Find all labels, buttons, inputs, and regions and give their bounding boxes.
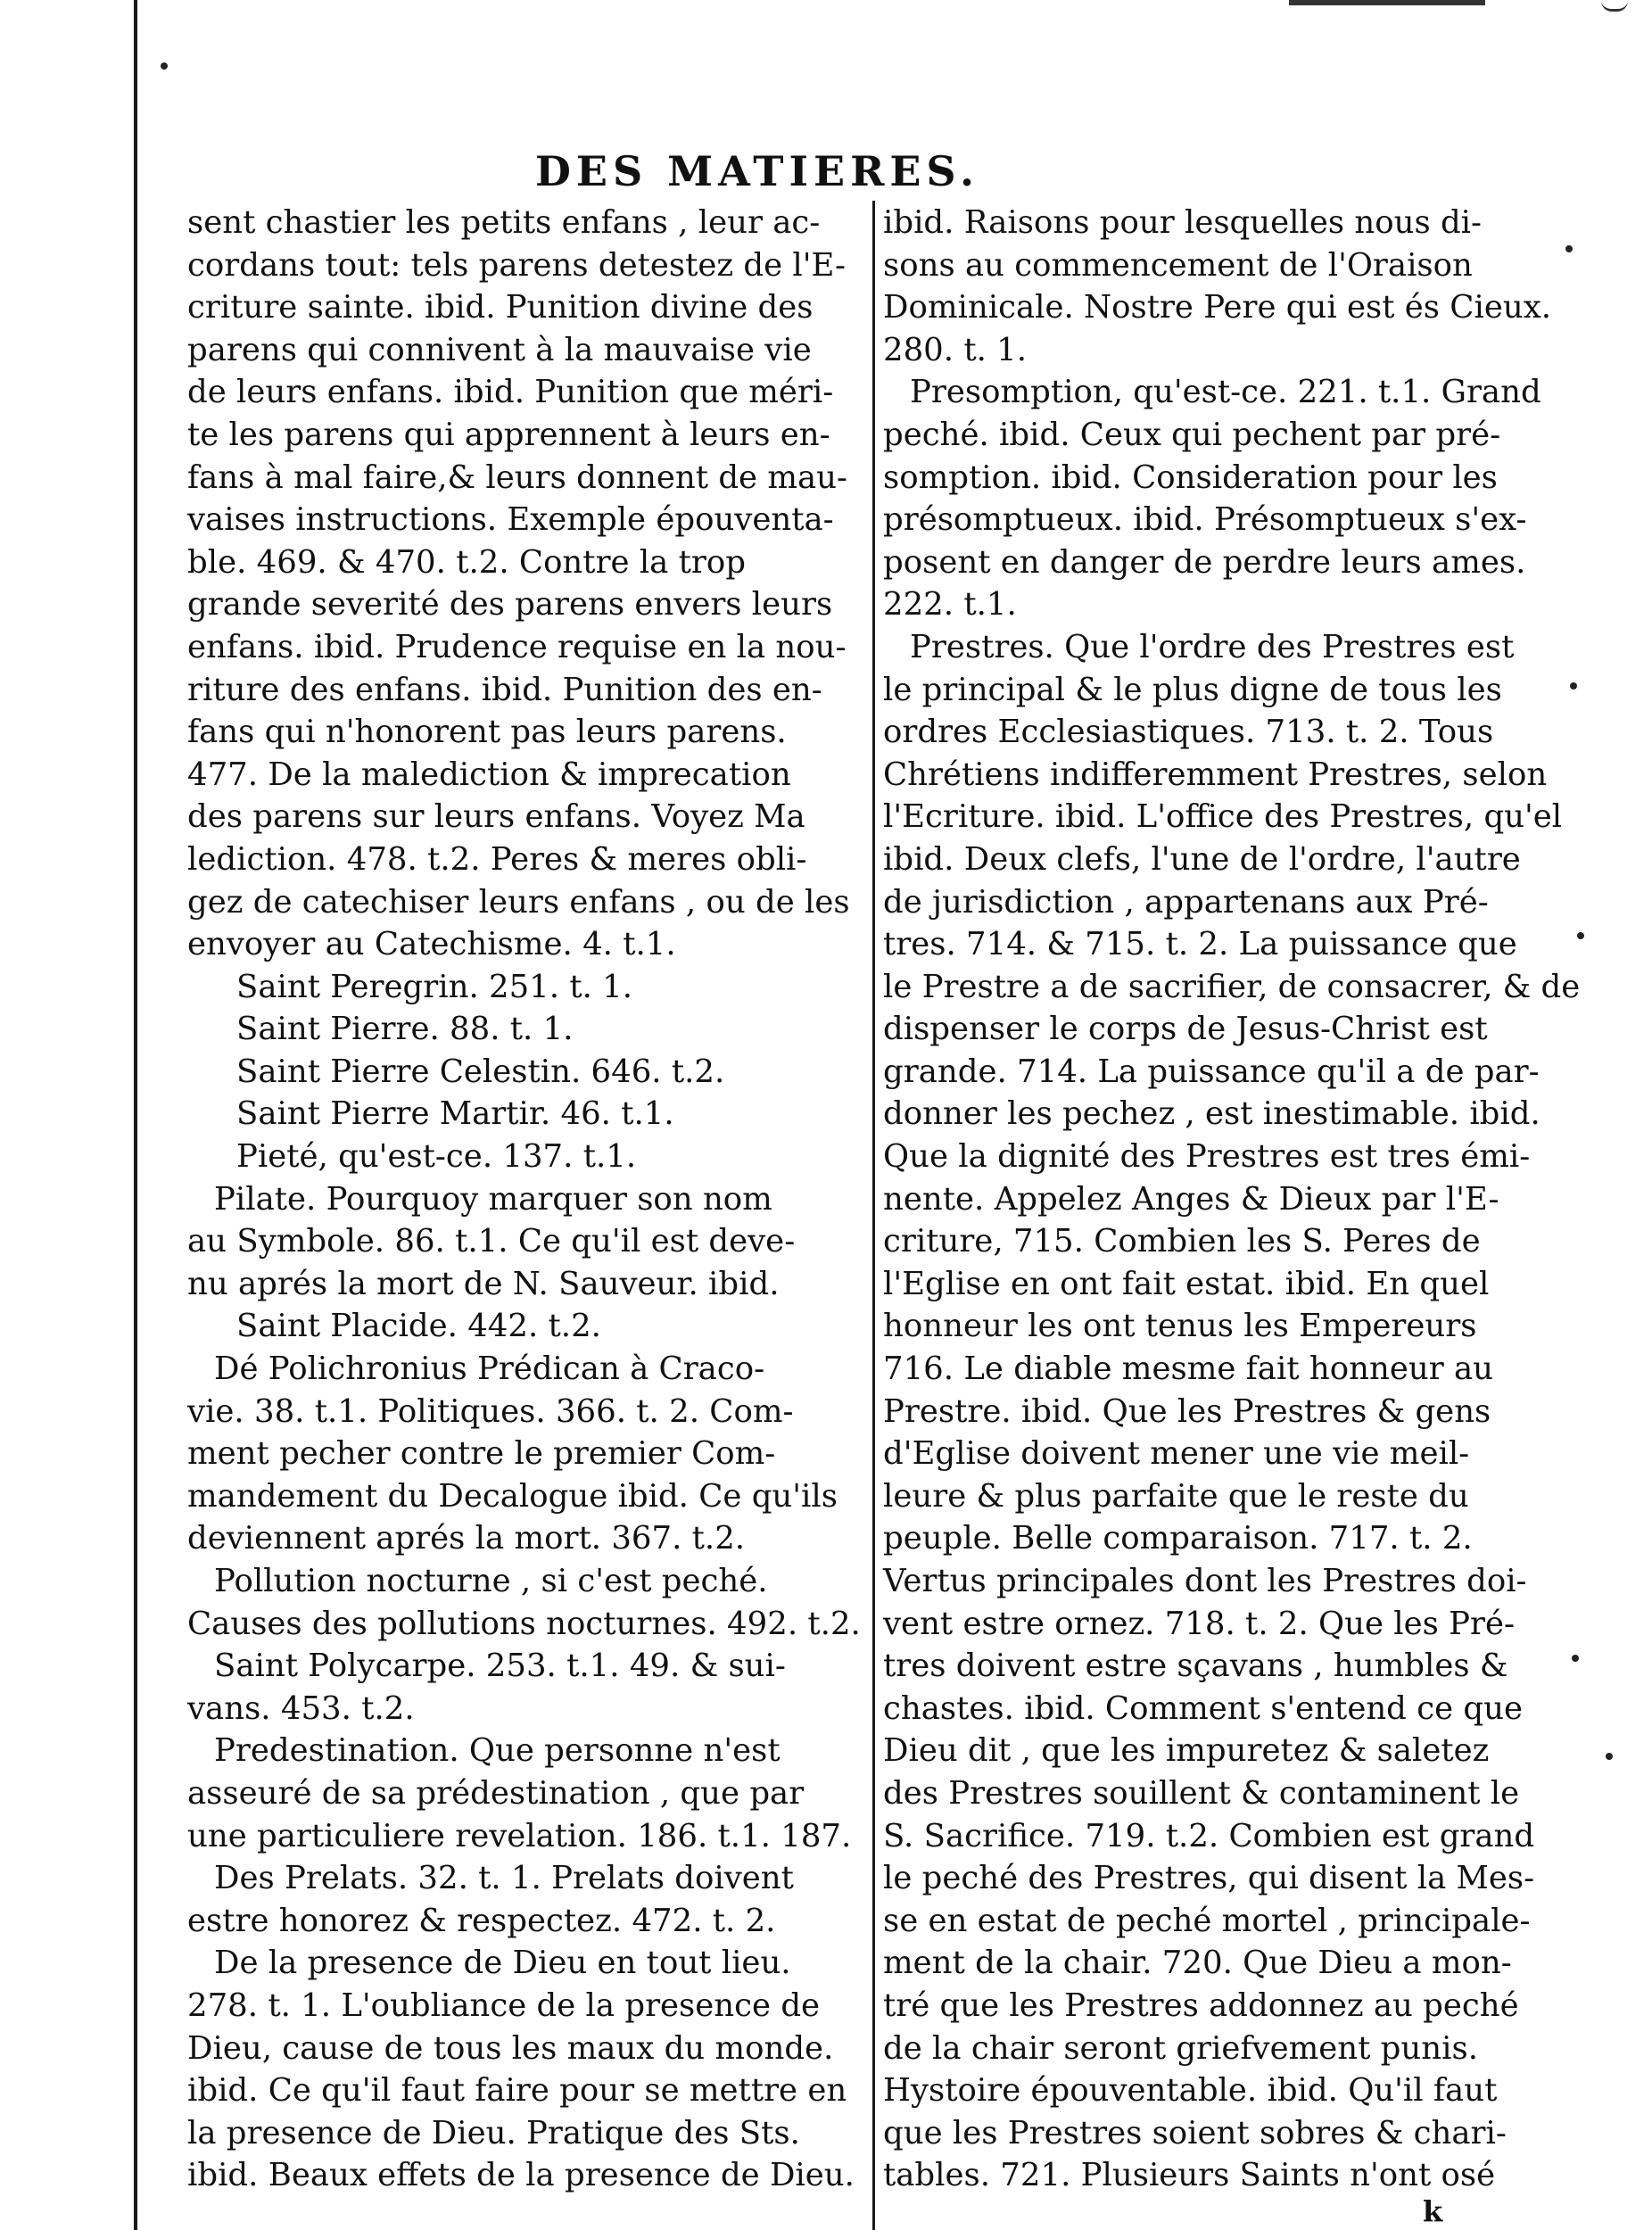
index-line: nu aprés la mort de N. Sauveur. ibid. [187,1265,780,1302]
index-line: des parens sur leurs enfans. Voyez Ma [187,798,805,836]
ink-speck [1572,1655,1579,1662]
index-line: peché. ibid. Ceux qui pechent par pré- [883,416,1501,453]
index-line: des Prestres souillent & contaminent le [883,1774,1520,1812]
index-line: cordans tout: tels parens detestez de l'E- [187,246,847,284]
index-line: vent estre ornez. 718. t. 2. Que les Pré- [883,1605,1516,1642]
index-line: se en estat de peché mortel , principale- [883,1902,1531,1939]
signature-mark: k [1423,2194,1443,2228]
index-line: 222. t.1. [883,586,1017,624]
index-entry-saint-polycarpe: Saint Polycarpe. 253. t.1. 49. & sui- [214,1648,786,1685]
index-entry-presomption: Presomption, qu'est-ce. 221. t.1. Grand [910,374,1541,411]
index-line: somption. ibid. Consideration pour les [883,458,1498,496]
index-entry-predestination: Predestination. Que personne n'est [214,1732,781,1770]
index-entry-pilate: Pilate. Pourquoy marquer son nom [214,1180,772,1218]
index-line: que les Prestres soient sobres & chari- [883,2114,1507,2152]
index-line: de leurs enfans. ibid. Punition que méri- [187,374,834,411]
index-line: l'Ecriture. ibid. L'office des Prestres, qu'el [883,798,1563,836]
index-entry-prestres: Prestres. Que l'ordre des Prestres est [910,628,1515,665]
index-line: 716. Le diable mesme fait honneur au [883,1350,1493,1388]
ink-speck [1577,932,1584,939]
index-line: Que la dignité des Prestres est tres émi- [883,1138,1531,1176]
index-line: S. Sacrifice. 719. t.2. Combien est grand [883,1817,1535,1854]
ink-speck [161,62,168,70]
index-entry-saint-pierre: Saint Pierre. 88. t. 1. [236,1011,574,1048]
column-divider [872,201,875,2230]
left-column [187,202,861,2200]
index-line: sent chastier les petits enfans , leur ac- [187,204,821,241]
index-line: tables. 721. Plusieurs Saints n'ont osé [883,2157,1496,2194]
index-line: grande severité des parens envers leurs [187,586,833,624]
index-line: te les parens qui apprennent à leurs en- [187,416,830,453]
index-line: grande. 714. La puissance qu'il a de par- [883,1053,1540,1090]
index-line: l'Eglise en ont fait estat. ibid. En quel [883,1265,1490,1302]
index-entry-prelats: Des Prelats. 32. t. 1. Prelats doivent [214,1860,794,1897]
index-line: ibid. Ce qu'il faut faire pour se mettre en [187,2072,847,2110]
index-line: la presence de Dieu. Pratique des Sts. [187,2114,800,2152]
index-line: ibid. Deux clefs, l'une de l'ordre, l'autre [883,840,1521,878]
index-line: de la chair seront griefvement punis. [883,2029,1478,2067]
index-line: vans. 453. t.2. [187,1689,415,1727]
index-line: Dominicale. Nostre Pere qui est és Cieux. [883,289,1552,326]
index-line: Hystoire épouventable. ibid. Qu'il faut [883,2072,1498,2110]
index-line: Chrétiens indifferemment Prestres, selon [883,756,1548,793]
index-line: ble. 469. & 470. t.2. Contre la trop [187,543,746,581]
index-entry-saint-pierre-martir: Saint Pierre Martir. 46. t.1. [236,1095,674,1133]
index-line: fans à mal faire,& leurs donnent de mau- [187,458,848,496]
index-line: donner les pechez , est inestimable. ibid. [883,1095,1540,1133]
index-line: Vertus principales dont les Prestres doi- [883,1563,1527,1599]
index-line: dispenser le corps de Jesus-Christ est [883,1011,1488,1048]
index-line: ment de la chair. 720. Que Dieu a mon- [883,1945,1512,1982]
index-line: estre honorez & respectez. 472. t. 2. [187,1902,776,1939]
top-edge-mark [1289,0,1485,5]
index-line: 278. t. 1. L'oubliance de la presence de [187,1986,821,2024]
index-line: nente. Appelez Anges & Dieux par l'E- [883,1180,1499,1218]
index-line: 280. t. 1. [883,331,1028,368]
ink-speck [1570,682,1577,690]
index-line: une particuliere revelation. 186. t.1. 187. [187,1817,852,1854]
ink-speck [1606,1753,1613,1760]
index-line: envoyer au Catechisme. 4. t.1. [187,926,676,963]
page-left-rule [134,0,137,2230]
index-line: ment pecher contre le premier Com- [187,1435,776,1473]
index-line: criture, 715. Combien les S. Peres de [883,1223,1481,1260]
index-entry-presence-de-dieu: De la presence de Dieu en tout lieu. [214,1945,791,1982]
index-line: asseuré de sa prédestination , que par [187,1774,805,1812]
index-line: Causes des pollutions nocturnes. 492. t.2. [187,1605,861,1642]
index-line: tres doivent estre sçavans , humbles & [883,1648,1508,1685]
index-line: tres. 714. & 715. t. 2. La puissance que [883,926,1517,963]
index-line: le Prestre a de sacrifier, de consacrer, & de [883,968,1581,1005]
index-line: posent en danger de perdre leurs ames. [883,543,1526,581]
index-line: le peché des Prestres, qui disent la Mes- [883,1860,1535,1897]
index-line: lediction. 478. t.2. Peres & meres obli- [187,840,807,878]
index-line: présomptueux. ibid. Présomptueux s'ex- [883,501,1527,539]
index-line: honneur les ont tenus les Empereurs [883,1308,1477,1345]
index-line: le principal & le plus digne de tous les [883,671,1502,708]
ink-speck [1565,245,1573,252]
index-line: vaises instructions. Exemple épouventa- [187,501,834,539]
index-line: Prestre. ibid. Que les Prestres & gens [883,1392,1491,1430]
index-line: riture des enfans. ibid. Punition des en- [187,671,822,708]
index-line: criture sainte. ibid. Punition divine des [187,289,814,326]
index-line: Dieu, cause de tous les maux du monde. [187,2029,834,2067]
index-line: deviennent aprés la mort. 367. t.2. [187,1520,746,1557]
index-line: gez de catechiser leurs enfans , ou de les [187,883,850,921]
index-line: peuple. Belle comparaison. 717. t. 2. [883,1520,1473,1557]
index-line: mandement du Decalogue ibid. Ce qu'ils [187,1477,838,1515]
index-line: vie. 38. t.1. Politiques. 366. t. 2. Com- [187,1392,794,1430]
index-line: parens qui connivent à la mauvaise vie [187,331,812,368]
index-line: au Symbole. 86. t.1. Ce qu'il est deve- [187,1223,796,1260]
index-line: 477. De la malediction & imprecation [187,756,791,793]
right-column [883,202,1581,2200]
index-entry-polichronius: Dé Polichronius Prédican à Craco- [214,1350,765,1388]
index-line: ibid. Beaux effets de la presence de Dieu. [187,2157,855,2194]
index-line: Dieu dit , que les impuretez & saletez [883,1732,1490,1770]
index-line: enfans. ibid. Prudence requise en la nou- [187,628,847,665]
index-entry-piete: Pieté, qu'est-ce. 137. t.1. [236,1138,637,1176]
index-entry-saint-placide: Saint Placide. 442. t.2. [236,1308,601,1345]
index-entry-saint-peregrin: Saint Peregrin. 251. t. 1. [236,968,633,1005]
index-entry-saint-pierre-celestin: Saint Pierre Celestin. 646. t.2. [236,1053,725,1090]
index-line: fans qui n'honorent pas leurs parens. [187,714,787,751]
index-line: chastes. ibid. Comment s'entend ce que [883,1689,1523,1727]
top-corner-mark [1601,0,1628,12]
index-line: de jurisdiction , appartenans aux Pré- [883,883,1489,921]
index-line: d'Eglise doivent mener une vie meil- [883,1435,1470,1473]
running-header: DES MATIERES. [535,147,979,195]
index-line: leure & plus parfaite que le reste du [883,1477,1469,1515]
index-line: ordres Ecclesiastiques. 713. t. 2. Tous [883,714,1494,751]
index-entry-pollution: Pollution nocturne , si c'est peché. [214,1563,768,1599]
index-line: tré que les Prestres addonnez au peché [883,1986,1519,2024]
index-line: ibid. Raisons pour lesquelles nous di- [883,204,1483,241]
index-line: sons au commencement de l'Oraison [883,246,1473,284]
